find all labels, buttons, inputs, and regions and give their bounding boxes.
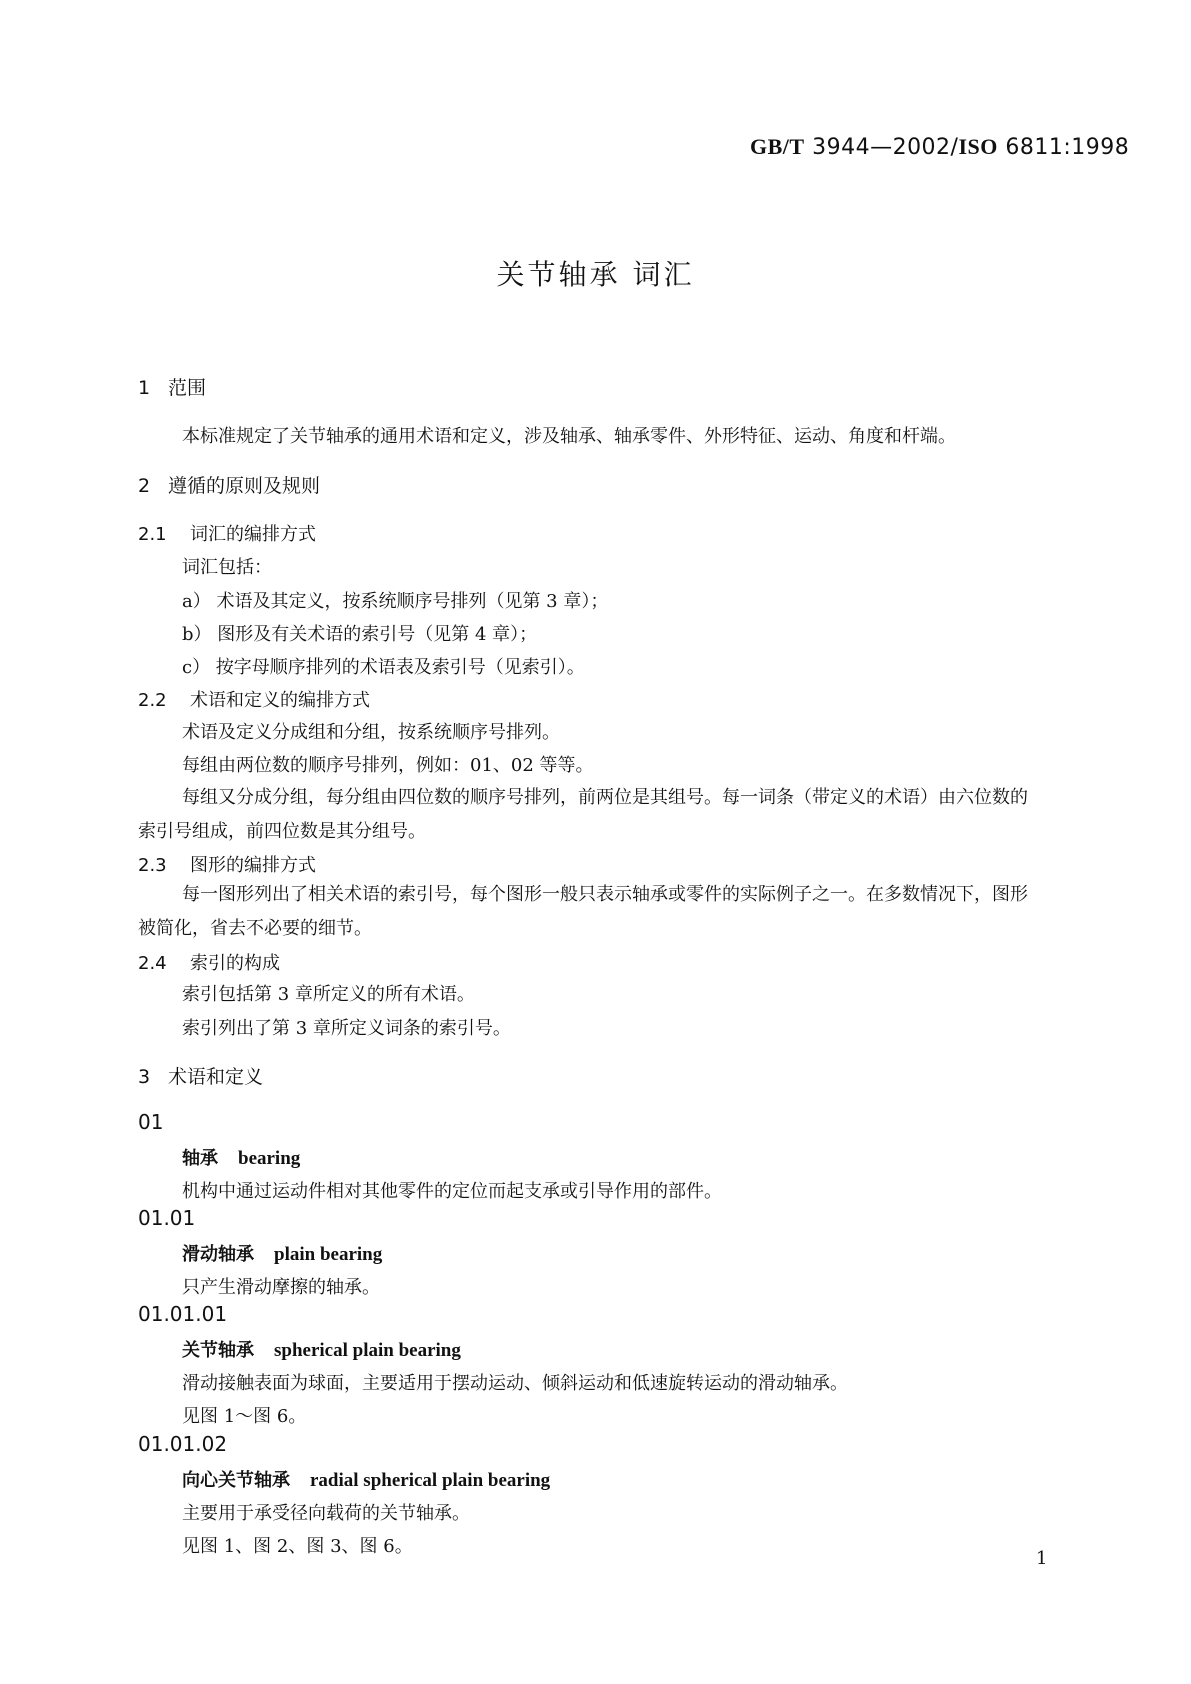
section-number: 2 [138,475,151,497]
term-zh: 轴承 [182,1148,218,1169]
std-number: 3944—2002/ [812,135,959,160]
section-2-1-heading [138,520,316,546]
entry-figure-ref: 见图 1、图 2、图 3、图 6。 [182,1536,413,1557]
entry-code: 01.01 [138,1206,196,1230]
section-title: 术语和定义 [168,1066,264,1088]
entry-term [182,1466,550,1492]
entry-code: 01.01.02 [138,1432,228,1456]
section-number: 2.4 [138,953,167,974]
paragraph: 每一图形列出了相关术语的索引号，每个图形一般只表示轴承或零件的实际例子之一。在多数情况下，图形被简化，省去不必要的细节。 [138,884,1028,939]
entry-term [182,1144,300,1170]
list-item: a） 术语及其定义，按系统顺序号排列（见第 3 章）； [182,591,609,612]
std-prefix: GB/T [750,134,805,159]
document-title: 关节轴承 词汇 [496,258,695,291]
term-en: plain bearing [274,1244,383,1265]
section-number: 2.1 [138,524,167,545]
term-en: spherical plain bearing [274,1340,461,1361]
entry-term [182,1336,461,1362]
section-2-4-heading [138,949,280,975]
section-number: 2.2 [138,690,167,711]
term-en: radial spherical plain bearing [310,1470,551,1491]
iso-number: 6811:1998 [1005,135,1130,160]
section-2-2-heading [138,686,370,712]
section-2-heading [138,471,320,498]
paragraph: 词汇包括： [182,557,272,578]
entry-definition: 滑动接触表面为球面，主要适用于摆动运动、倾斜运动和低速旋转运动的滑动轴承。 [182,1373,848,1394]
section-1-heading [138,373,206,400]
list-item: c） 按字母顺序排列的术语表及索引号（见索引）。 [182,657,585,678]
paragraph: 术语及定义分成组和分组，按系统顺序号排列。 [182,722,560,743]
entry-definition: 机构中通过运动件相对其他零件的定位而起支承或引导作用的部件。 [182,1181,722,1202]
section-title: 词汇的编排方式 [190,524,316,545]
section-number: 2.3 [138,855,167,876]
entry-figure-ref: 见图 1～图 6。 [182,1406,307,1427]
section-title: 术语和定义的编排方式 [190,690,370,711]
entry-code: 01.01.01 [138,1302,228,1326]
entry-code: 01 [138,1110,164,1134]
paragraph: 每组由两位数的顺序号排列，例如：01、02 等等。 [182,755,594,776]
section-title: 索引的构成 [190,953,280,974]
section-3-heading [138,1062,263,1089]
standard-header [750,134,1129,160]
scope-text: 本标准规定了关节轴承的通用术语和定义，涉及轴承、轴承零件、外形特征、运动、角度和杆端。 [182,426,956,447]
section-title: 遵循的原则及规则 [168,475,321,497]
section-number: 3 [138,1066,151,1088]
term-en: bearing [238,1148,301,1169]
entry-term [182,1240,382,1266]
page-number: 1 [1036,1548,1048,1569]
section-number: 1 [138,377,151,399]
paragraph: 索引列出了第 3 章所定义词条的索引号。 [182,1018,511,1039]
paragraph: 每组又分成分组，每分组由四位数的顺序号排列，前两位是其组号。每一词条（带定义的术语）由六位数的索引号组成，前四位数是其分组号。 [138,787,1028,842]
list-item: b） 图形及有关术语的索引号（见第 4 章）； [182,624,538,645]
section-title: 范围 [168,377,207,399]
iso-prefix: ISO [958,134,998,159]
entry-definition: 只产生滑动摩擦的轴承。 [182,1277,380,1298]
paragraph: 索引包括第 3 章所定义的所有术语。 [182,984,475,1005]
section-title: 图形的编排方式 [190,855,316,876]
section-2-3-heading [138,851,316,877]
term-zh: 关节轴承 [182,1340,254,1361]
entry-definition: 主要用于承受径向载荷的关节轴承。 [182,1503,470,1524]
term-zh: 滑动轴承 [182,1244,254,1265]
term-zh: 向心关节轴承 [182,1470,290,1491]
